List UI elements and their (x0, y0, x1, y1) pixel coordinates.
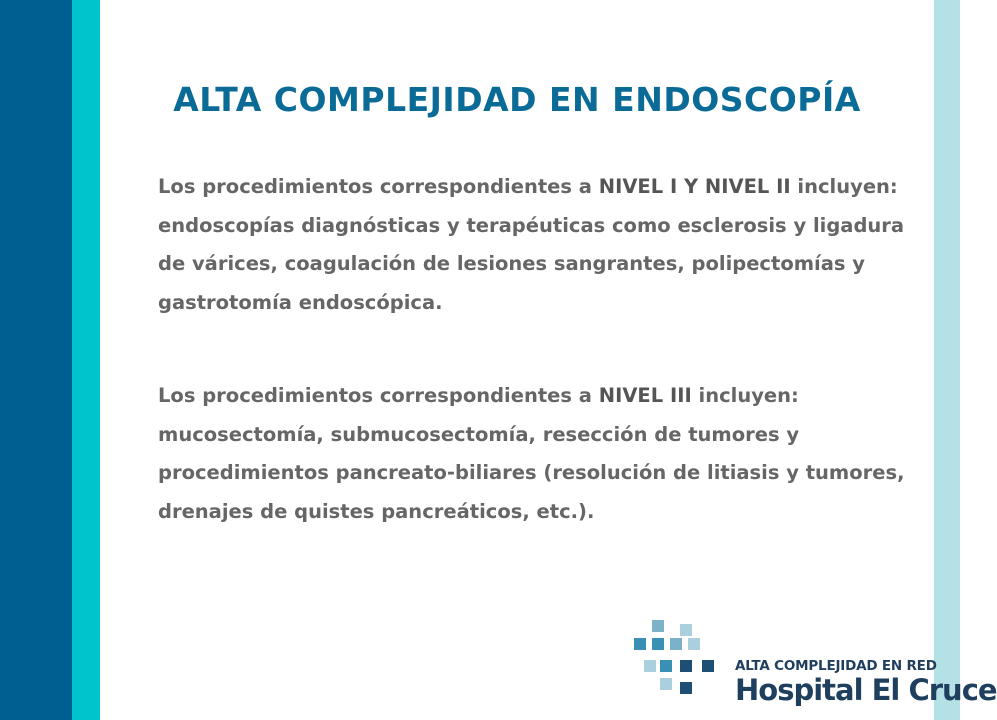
logo-square (688, 638, 700, 650)
paragraph-1-body: incluyen: endoscopías diagnósticas y terapéuticas como esclerosis y ligadura de várices, coagulación de lesiones sangrantes, polipectomías y gastrotomía endoscópica. (158, 175, 905, 314)
logo-square (660, 678, 672, 690)
logo-square (680, 682, 692, 694)
left-dark-bar (0, 0, 72, 720)
hospital-logo (632, 620, 997, 715)
logo-square (652, 638, 664, 650)
paragraph-2-intro: Los procedimientos correspondientes a (158, 384, 599, 407)
logo-square (644, 660, 656, 672)
logo-square (652, 620, 664, 632)
logo-square (702, 660, 714, 672)
logo-name: Hospital El Cruce (735, 673, 997, 707)
paragraph-1-highlight: NIVEL I Y NIVEL II (598, 175, 791, 198)
paragraph-2-highlight: NIVEL III (598, 384, 692, 407)
left-cyan-bar (72, 0, 100, 720)
logo-square (670, 638, 682, 650)
logo-square (634, 638, 646, 650)
logo-tagline: ALTA COMPLEJIDAD EN RED (735, 658, 937, 674)
logo-square (680, 624, 692, 636)
right-light-bar (934, 0, 960, 720)
paragraph-1-intro: Los procedimientos correspondientes a (158, 175, 599, 198)
logo-square (680, 660, 692, 672)
logo-square (660, 660, 672, 672)
paragraph-level-3 (158, 377, 918, 531)
slide-title: ALTA COMPLEJIDAD EN ENDOSCOPÍA (173, 80, 861, 119)
paragraph-2-body: incluyen: mucosectomía, submucosectomía, resección de tumores y procedimientos pancreato-biliares (resolución de litiasis y tumores, drenajes de quistes pancreáticos, etc.). (158, 384, 905, 523)
paragraph-level-1-2 (158, 168, 918, 322)
